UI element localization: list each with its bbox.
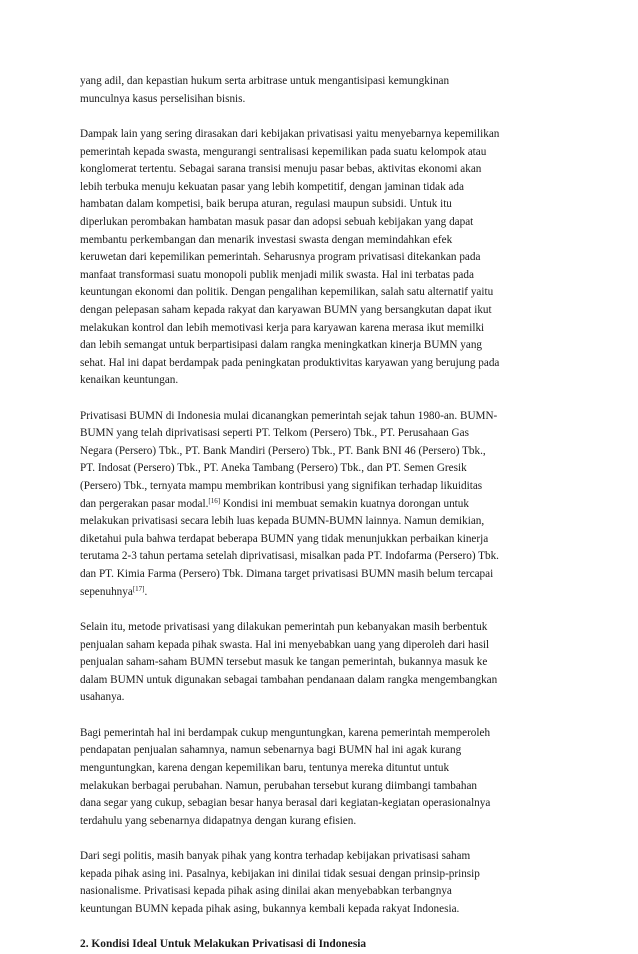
document-page: [80, 73, 562, 954]
text-line: konglomerat tertentu. Sebagai sarana transisi menuju pasar bebas, aktivitas ekonomi akan: [80, 163, 482, 176]
text-line: dana segar yang cukup, sebagian besar hanya berasal dari kegiatan-kegiatan operasionalnya: [80, 797, 491, 810]
text-line: Privatisasi BUMN di Indonesia mulai dicanangkan pemerintah sejak tahun 1980-an. BUMN-: [80, 409, 498, 422]
text-line: nasionalisme. Privatisasi kepada pihak asing dinilai akan menyebabkan terbangnya: [80, 885, 452, 898]
text-line: lebih terbuka menuju kekuatan pasar yang lebih kompetitif, dengan jaminan tidak ada: [80, 180, 464, 193]
text-line: pendapatan penjualan sahamnya, namun sebenarnya bagi BUMN hal ini agak kurang: [80, 744, 462, 757]
text-line: terdahulu yang sebenarnya didapatnya dengan kurang efisien.: [80, 814, 357, 827]
text-line: menguntungkan, karena dengan kepemilikan baru, tentunya mereka dituntut untuk: [80, 761, 450, 774]
text-line: kenaikan keuntungan.: [80, 374, 179, 387]
text-line: hambatan dalam kompetisi, baik berupa aturan, regulasi maupun subsidi. Untuk itu: [80, 198, 452, 211]
text-line: penjualan saham-saham BUMN tersebut masuk ke tangan pemerintah, bukannya masuk ke: [80, 656, 488, 669]
text-line-with-citation: [80, 496, 562, 514]
text-line: penjualan saham kepada pihak swasta. Hal ini menyebabkan uang yang diperoleh dari hasil: [80, 638, 490, 651]
text-line: dalam BUMN untuk digunakan sebagai tambahan pendanaan dalam rangka mengembangkan: [80, 673, 498, 686]
text-line: BUMN yang telah diprivatisasi seperti PT. Telkom (Persero) Tbk., PT. Perusahaan Gas: [80, 427, 469, 440]
paragraph-6: [80, 848, 562, 918]
text-fragment: dan pergerakan pasar modal.: [80, 497, 209, 510]
citation-17: [17]: [132, 584, 145, 593]
text-line: Dampak lain yang sering dirasakan dari kebijakan privatisasi yaitu menyebarnya kepemilikan: [80, 127, 500, 140]
text-line: PT. Indosat (Persero) Tbk., PT. Aneka Tambang (Persero) Tbk., dan PT. Semen Gresik: [80, 462, 467, 475]
text-line: yang adil, dan kepastian hukum serta arbitrase untuk mengantisipasi kemungkinan: [80, 75, 450, 87]
citation-16: [16]: [208, 496, 221, 505]
text-line: Dari segi politis, masih banyak pihak yang kontra terhadap kebijakan privatisasi saham: [80, 850, 471, 863]
text-line: diperlukan perombakan hambatan masuk pasar dan adopsi sebuah kebijakan yang dapat: [80, 215, 474, 228]
text-line-with-citation: [80, 584, 562, 602]
text-fragment: .: [144, 585, 148, 598]
text-line: munculnya kasus perselisihan bisnis.: [80, 92, 246, 105]
text-line: dan PT. Kimia Farma (Persero) Tbk. Dimana target privatisasi BUMN masih belum tercapai: [80, 568, 494, 581]
text-line: usahanya.: [80, 691, 125, 704]
text-line: keuntungan BUMN kepada pihak asing, bukannya kembali kepada rakyat Indonesia.: [80, 902, 460, 915]
text-line: melakukan privatisasi secara lebih luas kepada BUMN-BUMN lainnya. Namun demikian,: [80, 515, 485, 528]
text-line: dengan pelepasan saham kepada rakyat dan karyawan BUMN yang bersangkutan dapat ikut: [80, 303, 492, 316]
text-line: Negara (Persero) Tbk., PT. Bank Mandiri (Persero) Tbk., PT. Bank BNI 46 (Persero) Tbk.,: [80, 444, 486, 457]
text-line: melakukan kontrol dan lebih memotivasi kerja para karyawan karena merasa ikut memilki: [80, 321, 485, 334]
text-line: kepada pihak asing ini. Pasalnya, kebijakan ini dinilai tidak sesuai dengan prinsip-prinsip: [80, 867, 480, 880]
text-fragment: sepenuhnya: [80, 585, 133, 598]
text-line: keruwetan dari kepemilikan pemerintah. Seharusnya program privatisasi ditekankan pada: [80, 251, 481, 264]
text-line: manfaat transformasi suatu monopoli publik menjadi milik swasta. Hal ini terbatas pada: [80, 268, 474, 281]
text-line: Bagi pemerintah hal ini berdampak cukup menguntungkan, karena pemerintah memperoleh: [80, 726, 491, 739]
text-line: Selain itu, metode privatisasi yang dilakukan pemerintah pun kebanyakan masih berbentuk: [80, 621, 488, 634]
text-line: (Persero) Tbk., ternyata mampu membrikan kontribusi yang signifikan terhadap likuiditas: [80, 480, 483, 493]
text-line: terutama 2-3 tahun pertama setelah diprivatisasi, misalkan pada PT. Indofarma (Persero) Tbk.: [80, 550, 499, 563]
paragraph-3: [80, 408, 562, 602]
text-line: dan lebih semangat untuk berpartisipasi dalam rangka meningkatkan kinerja BUMN yang: [80, 339, 483, 352]
text-line: pemerintah kepada swasta, mengurangi sentralisasi kepemilikan pada suatu kelompok atau: [80, 145, 487, 158]
text-fragment: Kondisi ini membuat semakin kuatnya dorongan untuk: [220, 497, 469, 510]
paragraph-5: [80, 725, 562, 831]
paragraph-2: [80, 126, 562, 390]
text-line: diketahui pula bahwa terdapat beberapa BUMN yang tidak menunjukkan perbaikan kinerja: [80, 532, 489, 545]
paragraph-1: [80, 73, 562, 108]
text-line: membantu perkembangan dan menarik investasi swasta dengan memindahkan efek: [80, 233, 453, 246]
text-line: keuntungan ekonomi dan politik. Dengan pengalihan kepemilikan, salah satu alternatif yaitu: [80, 286, 494, 299]
section-heading: 2. Kondisi Ideal Untuk Melakukan Privatisasi di Indonesia: [80, 938, 367, 951]
paragraph-4: [80, 619, 562, 707]
text-line: melakukan berbagai perubahan. Namun, perubahan tersebut kurang diimbangi tambahan: [80, 779, 478, 792]
text-line: sehat. Hal ini dapat berdampak pada peningkatan produktivitas karyawan yang berujung pada: [80, 356, 500, 369]
